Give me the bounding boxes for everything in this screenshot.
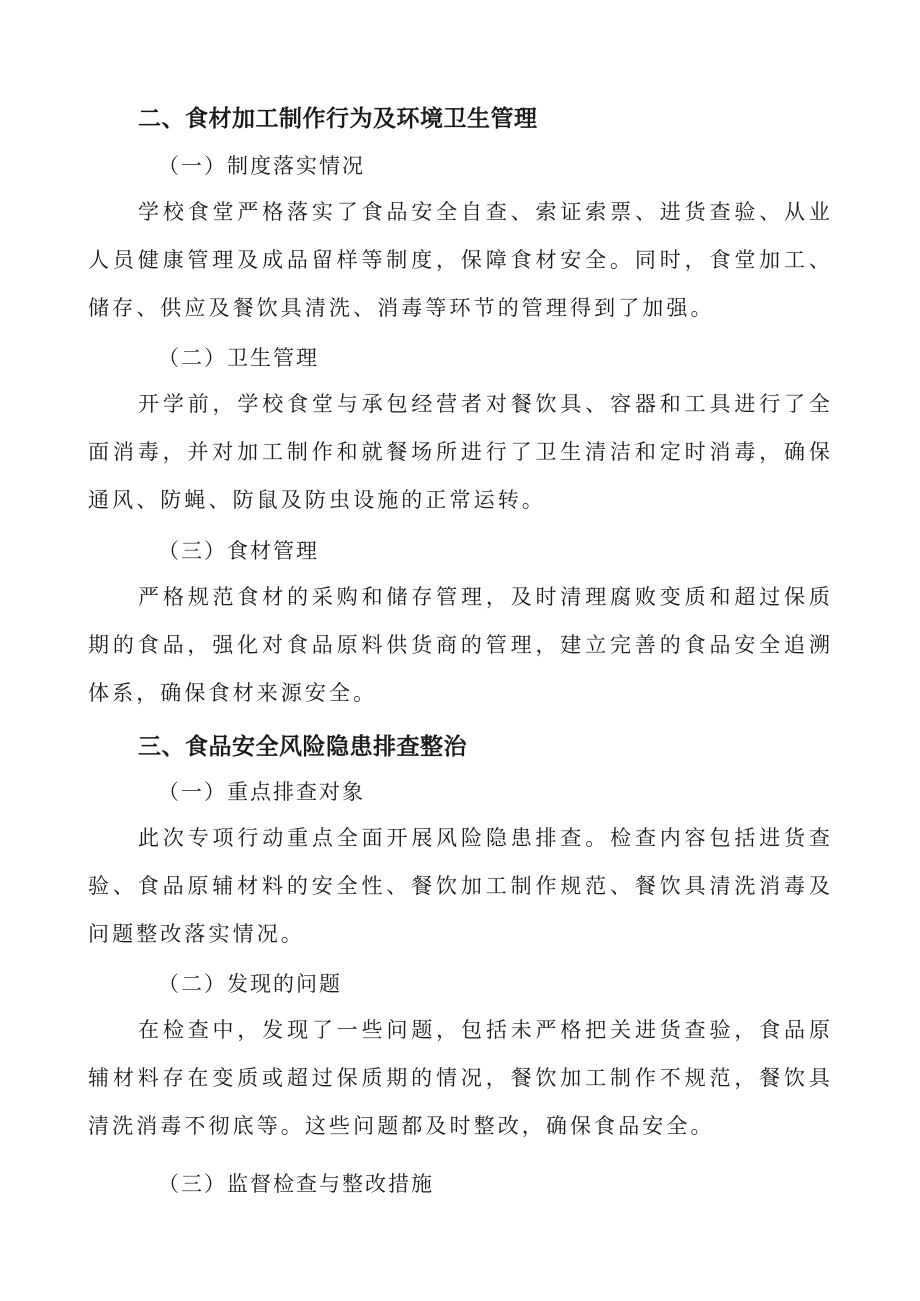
paragraph-hygiene-management: 开学前，学校食堂与承包经营者对餐饮具、容器和工具进行了全面消毒，并对加工制作和就餐场所进行了卫生清洁和定时消毒，确保通风、防蝇、防鼠及防虫设施的正常运转。 xyxy=(88,392,833,512)
paragraph-inspection-targets: 此次专项行动重点全面开展风险隐患排查。检查内容包括进货查验、食品原辅材料的安全性、餐饮加工制作规范、餐饮具清洗消毒及问题整改落实情况。 xyxy=(88,826,833,946)
subheading-supervision-measures: （三）监督检查与整改措施 xyxy=(158,1172,434,1196)
subheading-inspection-targets: （一）重点排查对象 xyxy=(158,780,365,804)
section-heading-risk-inspection: 三、食品安全风险隐患排查整治 xyxy=(138,734,467,760)
paragraph-ingredient-management: 严格规范食材的采购和储存管理，及时清理腐败变质和超过保质期的食品，强化对食品原料供货商的管理，建立完善的食品安全追溯体系，确保食材来源安全。 xyxy=(88,585,833,705)
section-heading-food-processing: 二、食材加工制作行为及环境卫生管理 xyxy=(138,106,538,132)
subheading-hygiene-management: （二）卫生管理 xyxy=(158,346,319,370)
paragraph-system-implementation: 学校食堂严格落实了食品安全自查、索证索票、进货查验、从业人员健康管理及成品留样等制度，保障食材安全。同时，食堂加工、储存、供应及餐饮具清洗、消毒等环节的管理得到了加强。 xyxy=(88,200,833,320)
subheading-problems-found: （二）发现的问题 xyxy=(158,972,342,996)
subheading-system-implementation: （一）制度落实情况 xyxy=(158,154,365,178)
paragraph-problems-found: 在检查中，发现了一些问题，包括未严格把关进货查验，食品原辅材料存在变质或超过保质期的情况，餐饮加工制作不规范，餐饮具清洗消毒不彻底等。这些问题都及时整改，确保食品安全。 xyxy=(88,1018,833,1138)
subheading-ingredient-management: （三）食材管理 xyxy=(158,539,319,563)
